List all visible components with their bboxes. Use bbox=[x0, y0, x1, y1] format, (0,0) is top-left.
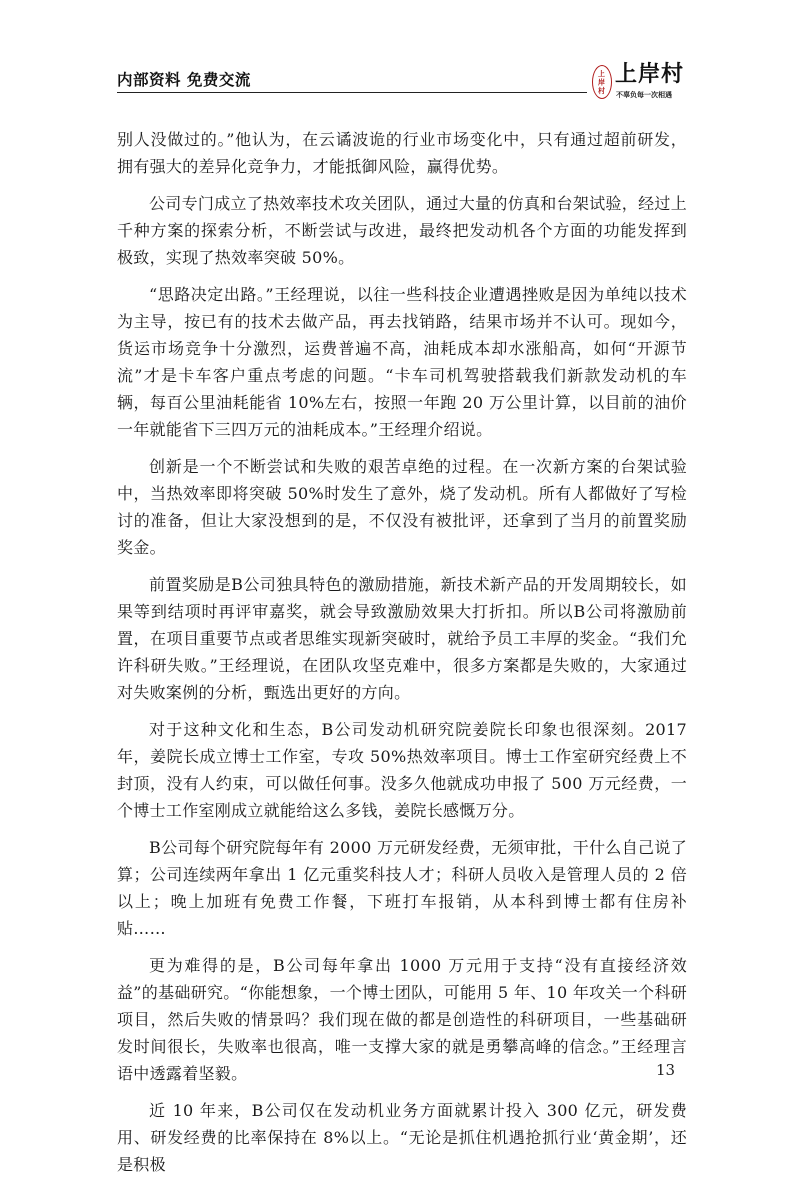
paragraph: 创新是一个不断尝试和失败的艰苦卓绝的过程。在一次新方案的台架试验中，当热效率即将突破 50%时发生了意外，烧了发动机。所有人都做好了写检讨的准备，但让大家没想到的是，不仅没有被批评，还拿到了当月的前置奖励奖金。 bbox=[117, 457, 687, 557]
logo-title: 上岸村 bbox=[615, 62, 685, 87]
logo-tagline: 不辜负每一次相遇 bbox=[616, 91, 672, 99]
article-body bbox=[117, 126, 687, 1188]
header-divider bbox=[117, 92, 587, 93]
paragraph: 更为难得的是，B公司每年拿出 1000 万元用于支持“没有直接经济效益”的基础研究。“你能想象，一个博士团队，可能用 5 年、10 年攻关一个科研项目，然后失败的情景吗？我们现在做的都是创造性的科研项目，一些基础研发时间很长，失败率也很高，唯一支撑大家的就是勇攀高峰的信念。”王经理言语中透露着坚毅。 bbox=[117, 956, 687, 1083]
page-number: 13 bbox=[656, 1061, 676, 1079]
paragraph: “思路决定出路。”王经理说，以往一些科技企业遭遇挫败是因为单纯以技术为主导，按已有的技术去做产品，再去找销路，结果市场并不认可。现如今，货运市场竞争十分激烈，运费普遍不高，油耗成本却水涨船高，如何“开源节流”才是卡车客户重点考虑的问题。“卡车司机驾驶搭载我们新款发动机的车辆，每百公里油耗能省 10%左右，按照一年跑 20 万公里计算，以目前的油价一年就能省下三四万元的油耗成本。”王经理介绍说。 bbox=[117, 285, 687, 439]
page-header bbox=[117, 62, 694, 102]
paragraph: 前置奖励是B公司独具特色的激励措施，新技术新产品的开发周期较长，如果等到结项时再评审嘉奖，就会导致激励效果大打折扣。所以B公司将激励前置，在项目重要节点或者思维实现新突破时，就给予员工丰厚的奖金。“我们允许科研失败。”王经理说，在团队攻坚克难中，很多方案都是失败的，大家通过对失败案例的分析，甄选出更好的方向。 bbox=[117, 575, 687, 702]
header-label: 内部资料 免费交流 bbox=[117, 71, 251, 89]
svg-text:上: 上 bbox=[598, 70, 605, 78]
paragraph: 公司专门成立了热效率技术攻关团队，通过大量的仿真和台架试验，经过上千种方案的探索分析，不断尝试与改进，最终把发动机各个方面的功能发挥到极致，实现了热效率突破 50%。 bbox=[117, 194, 687, 267]
paragraph: B公司每个研究院每年有 2000 万元研发经费，无须审批，干什么自己说了算；公司连续两年拿出 1 亿元重奖科技人才；科研人员收入是管理人员的 2 倍以上；晚上加班有免费工作餐，下班打车报销，从本科到博士都有住房补贴…… bbox=[117, 838, 687, 938]
svg-text:岸: 岸 bbox=[598, 78, 605, 87]
paragraph: 对于这种文化和生态，B公司发动机研究院姜院长印象也很深刻。2017 年，姜院长成立博士工作室，专攻 50%热效率项目。博士工作室研究经费上不封顶，没有人约束，可以做任何事。没多久他就成功申报了 500 万元经费，一个博士工作室刚成立就能给这么多钱，姜院长感慨万分。 bbox=[117, 720, 687, 820]
seal-stamp-icon bbox=[592, 65, 612, 99]
paragraph: 近 10 年来，B公司仅在发动机业务方面就累计投入 300 亿元，研发费用、研发经费的比率保持在 8%以上。“无论是抓住机遇抢抓行业‘黄金期’，还是积极 bbox=[117, 1101, 687, 1174]
paragraph: 别人没做过的。”他认为，在云谲波诡的行业市场变化中，只有通过超前研发，拥有强大的差异化竞争力，才能抵御风险，赢得优势。 bbox=[117, 130, 687, 176]
svg-text:村: 村 bbox=[598, 87, 605, 95]
brand-logo bbox=[592, 62, 694, 102]
